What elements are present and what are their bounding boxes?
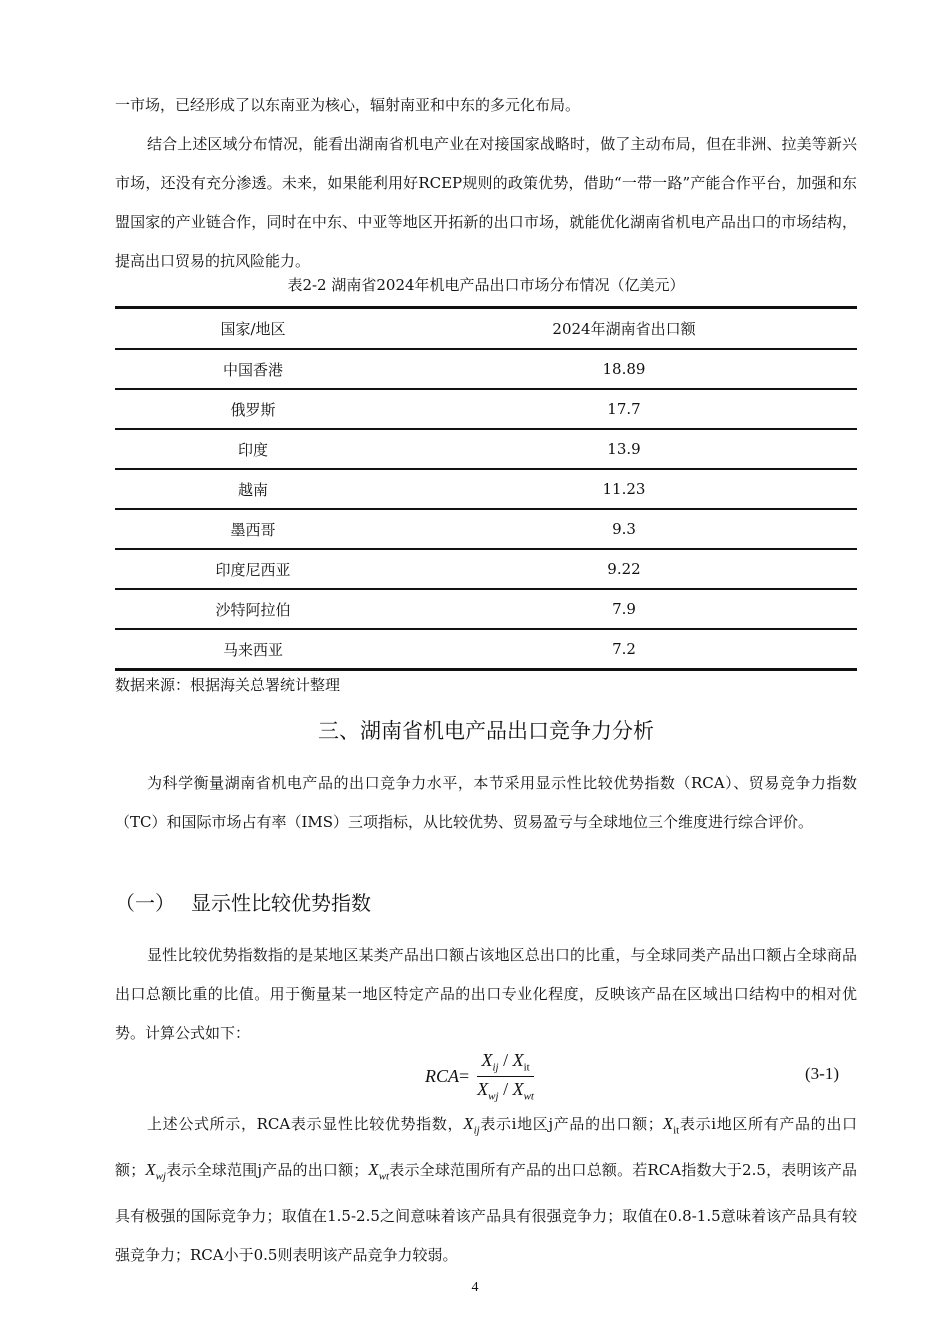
symbol-x: X bbox=[481, 1049, 493, 1070]
table-row bbox=[115, 589, 857, 629]
paragraph-region-summary: 结合上述区域分布情况，能看出湖南省机电产业在对接国家战略时，做了主动布局，但在非洲、拉美等新兴市场，还没有充分渗透。未来，如果能利用好RCEP规则的政策优势，借助“一带一路”产能合作平台，加强和东盟国家的产业链合作，同时在中东、中亚等地区开拓新的出口市场，就能优化湖南省机电产品出口的市场结构，提高出口贸易的抗风险能力。 bbox=[115, 135, 857, 270]
subscript: wt bbox=[523, 1090, 534, 1103]
formula-equals: = bbox=[459, 1065, 470, 1086]
subsection-number: （一） bbox=[115, 891, 175, 915]
region-cell: 印度 bbox=[115, 429, 391, 469]
equation-number: (3-1) bbox=[805, 1064, 839, 1083]
formula-numerator bbox=[477, 1050, 533, 1077]
table-row bbox=[115, 549, 857, 589]
region-cell: 印度尼西亚 bbox=[115, 549, 391, 589]
symbol-x: X bbox=[145, 1160, 156, 1180]
value-cell: 7.9 bbox=[391, 589, 857, 629]
rca-definition: 显性比较优势指数指的是某地区某类产品出口额占该地区总出口的比重，与全球同类产品出口额占全球商品出口总额比重的比值。用于衡量某一地区特定产品的出口专业化程度，反映该产品在区域出口结构中的相对优势。计算公式如下： bbox=[115, 946, 857, 1042]
value-cell: 9.22 bbox=[391, 549, 857, 589]
table-row bbox=[115, 469, 857, 509]
rca-explanation bbox=[115, 1104, 857, 1275]
symbol-x: X bbox=[662, 1114, 674, 1133]
table-source-note: 数据来源：根据海关总署统计整理 bbox=[115, 676, 341, 694]
subscript: it bbox=[523, 1061, 530, 1074]
explanation-text: 表示全球范围所有产品的出口总额。若RCA指数大于2.5，表明该产品具有极强的国际竞争力；取值在1.5-2.5之间意味着该产品具有很强竞争力；取值在0.8-1.5意味着该产品具有较强竞争力；RCA小于0.5则表明该产品竞争力较弱。 bbox=[115, 1161, 858, 1264]
value-cell: 18.89 bbox=[391, 349, 857, 389]
formula-denominator bbox=[473, 1077, 538, 1103]
table-header-row bbox=[115, 308, 857, 350]
var-xij bbox=[463, 1114, 480, 1137]
value-cell: 9.3 bbox=[391, 509, 857, 549]
subscript: it bbox=[673, 1124, 680, 1137]
section-title: 三、湖南省机电产品出口竞争力分析 bbox=[318, 719, 654, 743]
var-xwt bbox=[368, 1160, 390, 1183]
value-cell: 13.9 bbox=[391, 429, 857, 469]
column-header-export: 2024年湖南省出口额 bbox=[391, 308, 857, 350]
region-cell: 马来西亚 bbox=[115, 629, 391, 670]
region-cell: 俄罗斯 bbox=[115, 389, 391, 429]
subscript: wj bbox=[488, 1090, 499, 1103]
symbol-x: X bbox=[463, 1114, 474, 1133]
value-cell: 11.23 bbox=[391, 469, 857, 509]
table-row bbox=[115, 509, 857, 549]
slash: / bbox=[498, 1078, 513, 1099]
table-row bbox=[115, 629, 857, 670]
table-caption: 表2-2 湖南省2024年机电产品出口市场分布情况（亿美元） bbox=[287, 276, 685, 294]
explanation-text: 表示全球范围j产品的出口额； bbox=[166, 1161, 369, 1180]
slash: / bbox=[498, 1049, 513, 1070]
table-row bbox=[115, 389, 857, 429]
symbol-x: X bbox=[368, 1160, 379, 1180]
paragraph-continuation: 一市场，已经形成了以东南亚为核心，辐射南亚和中东的多元化布局。 bbox=[115, 96, 581, 114]
subscript: wj bbox=[155, 1170, 166, 1183]
value-cell: 17.7 bbox=[391, 389, 857, 429]
rca-formula bbox=[425, 1048, 538, 1104]
table-row bbox=[115, 429, 857, 469]
subscript: ij bbox=[473, 1124, 480, 1137]
explanation-text: 上述公式所示，RCA表示显性比较优势指数， bbox=[147, 1115, 464, 1133]
explanation-text: 表示i地区所有产品的出口额； bbox=[115, 1115, 857, 1180]
explanation-text: 表示i地区j产品的出口额； bbox=[479, 1115, 663, 1133]
subsection-title bbox=[115, 886, 371, 920]
region-cell: 越南 bbox=[115, 469, 391, 509]
symbol-x: X bbox=[512, 1049, 524, 1070]
section-intro: 为科学衡量湖南省机电产品的出口竞争力水平，本节采用显示性比较优势指数（RCA）、贸易竞争力指数（TC）和国际市场占有率（IMS）三项指标，从比较优势、贸易盈亏与全球地位三个维度进行综合评价。 bbox=[115, 774, 857, 831]
region-cell: 中国香港 bbox=[115, 349, 391, 389]
formula-fraction bbox=[473, 1050, 538, 1102]
symbol-x: X bbox=[477, 1078, 489, 1099]
column-header-region: 国家/地区 bbox=[115, 308, 391, 350]
region-cell: 沙特阿拉伯 bbox=[115, 589, 391, 629]
subscript: wt bbox=[378, 1170, 390, 1183]
export-market-table bbox=[115, 306, 857, 671]
region-cell: 墨西哥 bbox=[115, 509, 391, 549]
var-xit bbox=[662, 1114, 680, 1137]
page-number: 4 bbox=[471, 1280, 479, 1295]
subscript: ij bbox=[492, 1061, 499, 1074]
table-row bbox=[115, 349, 857, 389]
symbol-x: X bbox=[512, 1078, 524, 1099]
subsection-title-text: 显示性比较优势指数 bbox=[191, 891, 371, 915]
var-xwj bbox=[145, 1160, 166, 1183]
formula-lhs: RCA bbox=[425, 1065, 459, 1086]
value-cell: 7.2 bbox=[391, 629, 857, 670]
